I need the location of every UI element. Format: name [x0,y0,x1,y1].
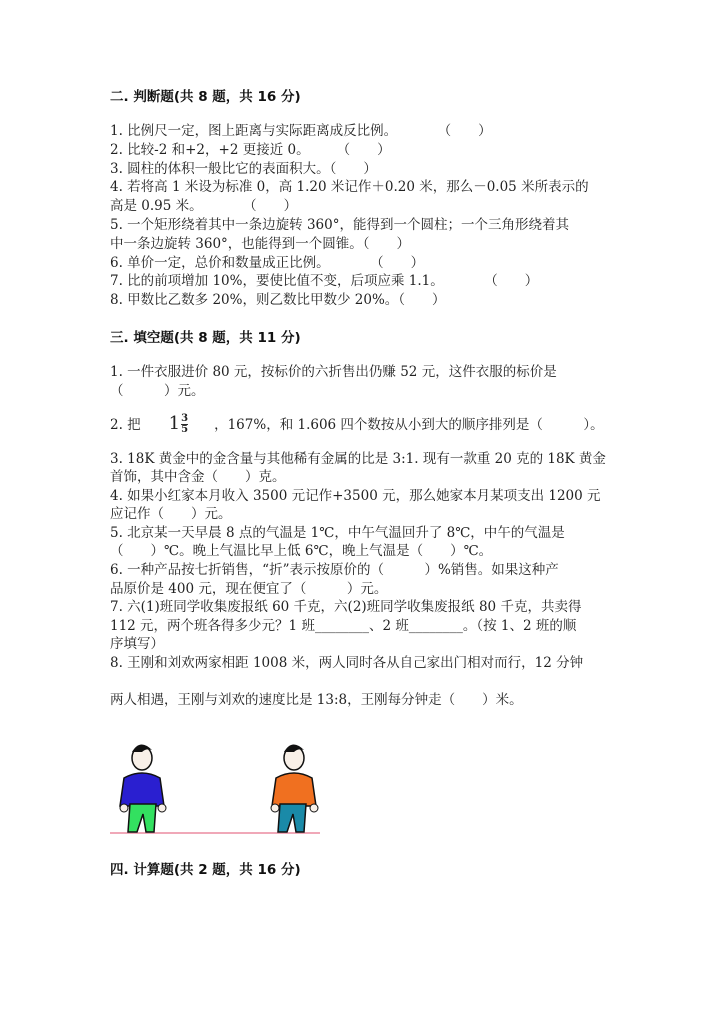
person-right [271,744,318,832]
section-3-heading: 三. 填空题(共 8 题，共 11 分) [110,330,301,346]
denominator: 5 [181,423,189,435]
fill-line: 5. 北京某一天早晨 8 点的气温是 1℃，中午气温回升了 8℃，中午的气温是 [110,525,565,541]
fill-line: 7. 六(1)班同学收集废报纸 60 千克，六(2)班同学收集废报纸 80 千克，共卖得 [110,599,582,615]
judge-line: 2. 比较-2 和+2，+2 更接近 0。 （ ） [110,142,391,158]
fraction [181,414,188,435]
fill-line: （ ）℃。晚上气温比早上低 6℃，晚上气温是（ ）℃。 [110,543,493,559]
judge-line: 7. 比的前项增加 10%，要使比值不变，后项应乘 1.1。 （ ） [110,273,539,289]
fill-line: 两人相遇，王刚与刘欢的速度比是 13:8，王刚每分钟走（ ）米。 [110,692,523,708]
judge-line: 1. 比例尺一定，图上距离与实际距离成反比例。 （ ） [110,123,492,139]
q2-suffix: ，167%，和 1.606 四个数按从小到大的顺序排列是（ ）。 [214,417,604,433]
fill-line: 首饰，其中含金（ ）克。 [110,469,286,485]
mixed-whole: 1 [168,413,181,434]
fill-line: 6. 一种产品按七折销售，“折”表示按原价的（ ）%销售。如果这种产 [110,562,559,578]
fill-line: 1. 一件衣服进价 80 元，按标价的六折售出仍赚 52 元，这件衣服的标价是 [110,364,557,380]
fill-line: （ ）元。 [110,383,205,399]
judge-line: 5. 一个矩形绕着其中一条边旋转 360°，能得到一个圆柱；一个三角形绕着其 [110,217,569,233]
fill-line: 序填写） [110,636,164,652]
person-left [120,744,166,832]
q2-prefix: 2. 把 [110,417,141,433]
judge-line: 4. 若将高 1 米设为标准 0，高 1.20 米记作＋0.20 米，那么－0.05 米所表示的 [110,179,589,195]
fill-line: 3. 18K 黄金中的金含量与其他稀有金属的比是 3:1. 现有一款重 20 克的 18K 黄金 [110,451,606,467]
fill-question-2 [110,412,604,437]
two-people-walking-illustration [108,740,323,840]
judge-line: 中一条边旋转 360°，也能得到一个圆锥。（ ） [110,236,411,252]
mixed-number [169,413,188,434]
judge-line: 高是 0.95 米。 （ ） [110,198,298,214]
fill-line: 品原价是 400 元，现在便宜了（ ）元。 [110,581,388,597]
section-4-heading: 四. 计算题(共 2 题，共 16 分) [110,862,301,878]
fill-line: 112 元，两个班各得多少元？1 班________、2 班________。（按 1、2 班的顺 [110,618,577,634]
numerator: 3 [181,412,189,424]
judge-line: 6. 单价一定，总价和数量成正比例。 （ ） [110,255,425,271]
fill-line: 4. 如果小红家本月收入 3500 元记作+3500 元，那么她家本月某项支出 1200 元 [110,488,601,504]
judge-line: 3. 圆柱的体积一般比它的表面积大。（ ） [110,161,377,177]
fill-line: 8. 王刚和刘欢两家相距 1008 米，两人同时各从自己家出门相对而行，12 分钟 [110,655,584,671]
fill-line: 应记作（ ）元。 [110,506,232,522]
judge-line: 8. 甲数比乙数多 20%，则乙数比甲数少 20%。（ ） [110,292,446,308]
section-2-heading: 二. 判断题(共 8 题，共 16 分) [110,89,301,105]
